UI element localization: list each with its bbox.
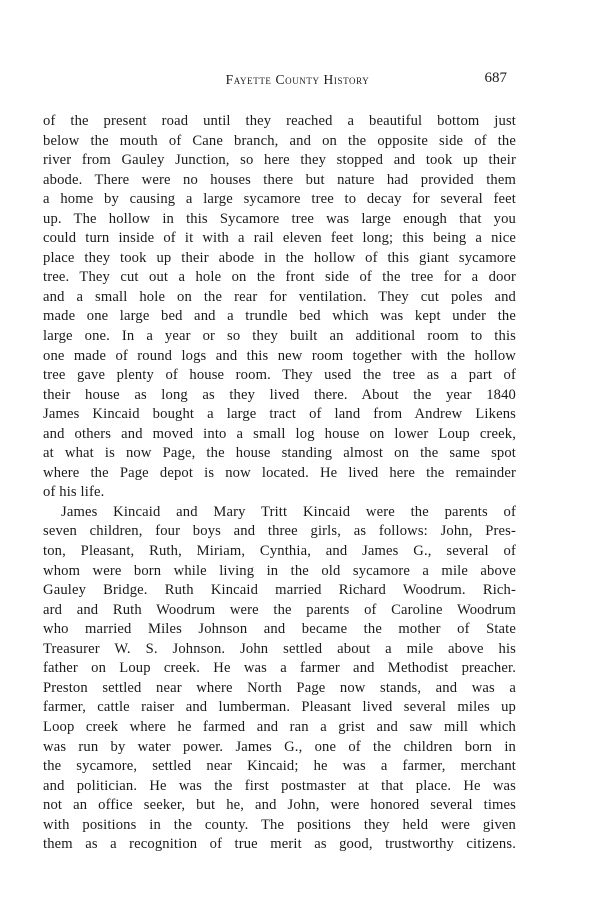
text-line: not an office seeker, but he, and John, were honored several times	[43, 797, 516, 814]
text-line: made one large bed and a trundle bed which was kept under the	[43, 308, 516, 325]
text-line: was run by water power. James G., one of the children born in	[43, 738, 516, 755]
text-line: and others and moved into a small log house on lower Loup creek,	[43, 425, 516, 442]
text-line: their house as long as they lived there. About the year 1840	[43, 386, 516, 403]
text-line: the sycamore, settled near Kincaid; he was a farmer, merchant	[43, 758, 516, 775]
text-line: place they took up their abode in the hollow of this giant sycamore	[43, 249, 516, 266]
body-text	[43, 112, 516, 855]
running-head	[0, 72, 595, 94]
text-line: one made of round logs and this new room together with the hollow	[43, 347, 516, 364]
text-line: a home by causing a large sycamore tree to decay for several feet	[43, 191, 516, 208]
text-line: and a small hole on the rear for ventilation. They cut poles and	[43, 288, 516, 305]
running-title: Fayette County History	[225, 72, 370, 87]
text-line: where the Page depot is now located. He lived here the remainder	[43, 464, 516, 481]
text-line: river from Gauley Junction, so here they stopped and took up their	[43, 152, 516, 169]
text-line: ard and Ruth Woodrum were the parents of Caroline Woodrum	[43, 601, 516, 618]
text-line: Loop creek where he farmed and ran a grist and saw mill which	[43, 718, 516, 735]
text-line: of his life.	[43, 484, 105, 501]
text-line: large one. In a year or so they built an additional room to this	[43, 328, 516, 345]
text-line: who married Miles Johnson and became the mother of State	[43, 621, 516, 638]
paragraph-2	[43, 503, 516, 855]
text-line: tree. They cut out a hole on the front side of the tree for a door	[43, 269, 516, 286]
text-line: whom were born while living in the old sycamore a mile above	[43, 562, 516, 579]
page-number: 687	[484, 70, 507, 86]
paragraph-1	[43, 112, 516, 503]
text-line: of the present road until they reached a beautiful bottom just	[43, 113, 516, 129]
text-line: tree gave plenty of house room. They used the tree as a part of	[43, 367, 516, 384]
text-line: father on Loup creek. He was a farmer and Methodist preacher.	[43, 660, 516, 677]
text-line: seven children, four boys and three girls, as follows: John, Pres-	[43, 523, 516, 540]
text-line: Treasurer W. S. Johnson. John settled about a mile above his	[43, 640, 516, 657]
text-line: below the mouth of Cane branch, and on the opposite side of the	[43, 132, 516, 149]
text-line: farmer, cattle raiser and lumberman. Pleasant lived several miles up	[43, 699, 516, 716]
text-line: and politician. He was the first postmaster at that place. He was	[43, 777, 516, 794]
text-line: with positions in the county. The positions they held were given	[43, 816, 516, 833]
text-line: ton, Pleasant, Ruth, Miriam, Cynthia, and James G., several of	[43, 543, 516, 560]
text-line: at what is now Page, the house standing almost on the same spot	[43, 445, 516, 462]
text-line: them as a recognition of true merit as good, trustworthy citizens.	[43, 836, 516, 853]
text-line: could turn inside of it with a rail eleven feet long; this being a nice	[43, 230, 516, 247]
text-line: James Kincaid bought a large tract of land from Andrew Likens	[43, 406, 516, 423]
text-line: abode. There were no houses there but nature had provided them	[43, 171, 516, 188]
text-line: up. The hollow in this Sycamore tree was large enough that you	[43, 210, 516, 227]
text-line: Gauley Bridge. Ruth Kincaid married Richard Woodrum. Rich-	[43, 582, 516, 599]
text-line: James Kincaid and Mary Tritt Kincaid were the parents of	[61, 503, 516, 520]
text-line: Preston settled near where North Page now stands, and was a	[43, 679, 516, 696]
